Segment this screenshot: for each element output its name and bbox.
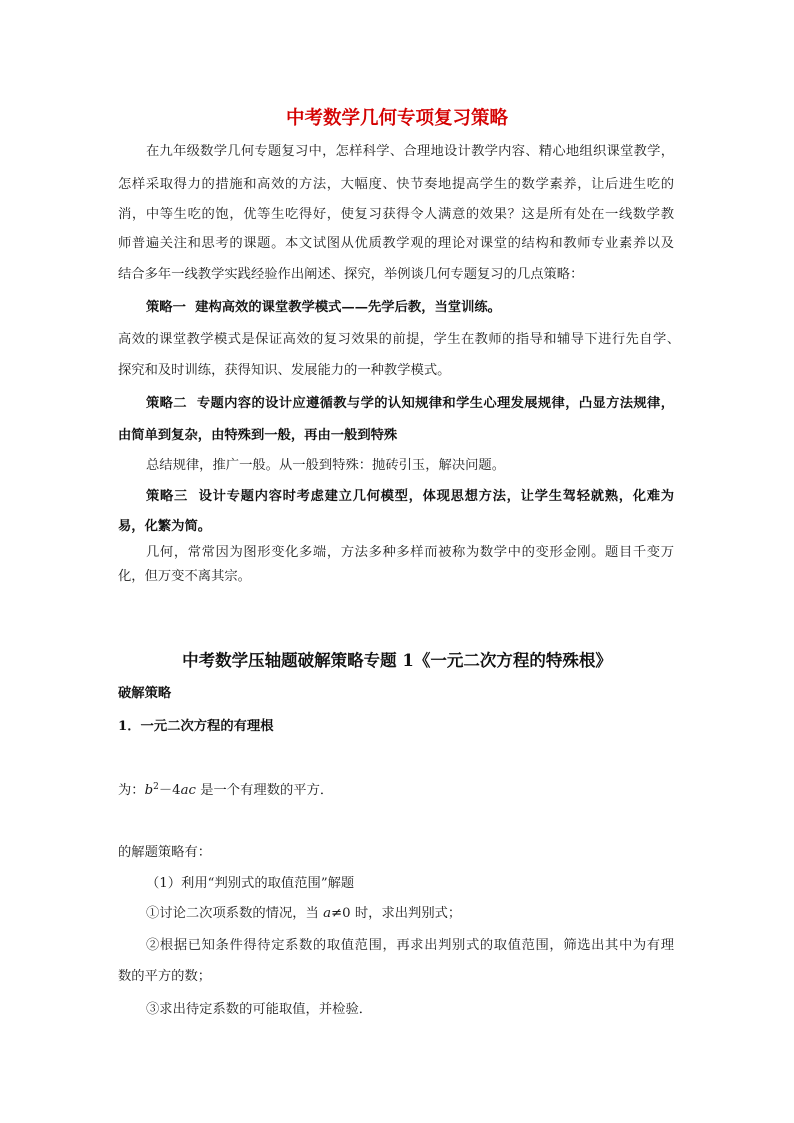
strategy-3-body-line: 几何，常常因为图形变化多端，方法多种多样而被称为数学中的变形金刚。题目千变万 <box>146 545 674 560</box>
text-run: ≠0 时，求出判别式； <box>331 906 462 921</box>
solve-line: 的解题策略有： <box>118 845 212 860</box>
step-line: 数的平方的数； <box>118 969 212 984</box>
strategy-3-heading-line: 策略三 设计专题内容时考虑建立几何模型，体现思想方法，让学生驾轻就熟，化难为 <box>146 489 674 504</box>
topic-subheading: 破解策略 <box>118 686 172 701</box>
intro-line: 师普遍关注和思考的课题。本文试图从优质教学观的理论对课堂的结构和教师专业素养以及 <box>118 236 674 251</box>
text-run: ①讨论二次项系数的情况，当 <box>146 906 324 921</box>
text-run: 是一个有理数的平方． <box>195 783 334 798</box>
strategy-3-body-line: 化，但万变不离其宗。 <box>118 569 251 584</box>
math-variable: a <box>323 906 332 921</box>
step-line: ③求出待定系数的可能取值，并检验． <box>146 1002 373 1017</box>
strategy-1-heading: 策略一 建构高效的课堂教学模式——先学后教，当堂训练。 <box>146 300 501 315</box>
strategy-2-heading-line: 由简单到复杂，由特殊到一般，再由一般到特殊 <box>118 428 398 443</box>
step-line <box>146 904 674 924</box>
intro-line: 结合多年一线教学实践经验作出阐述、探究，举例谈几何专题复习的几点策略： <box>118 267 584 282</box>
strategy-2-heading-line: 策略二 专题内容的设计应遵循教与学的认知规律和学生心理发展规律，凸显方法规律， <box>146 396 674 411</box>
strategy-3-heading-line: 易，化繁为简。 <box>118 519 212 534</box>
solve-line <box>146 812 674 832</box>
topic-title: 中考数学压轴题破解策略专题 1《一元二次方程的特殊根》 <box>182 651 612 670</box>
intro-line: 在九年级数学几何专题复习中，怎样科学、合理地设计教学内容、精心地组织课堂教学， <box>146 144 674 159</box>
condition-line <box>146 749 674 769</box>
math-variable: ac <box>180 783 196 798</box>
intro-line: 怎样采取得力的措施和高效的方法，大幅度、快节奏地提高学生的数学素养，让后进生吃的 <box>118 177 674 192</box>
math-exponent: 2 <box>153 782 159 792</box>
strategy-2-body-line: 总结规律，推广一般。从一般到特殊：抛砖引玉，解决问题。 <box>146 458 506 473</box>
text-run: －4 <box>158 783 181 798</box>
condition-line <box>118 781 674 801</box>
strategy-1-body-line: 高效的课堂教学模式是保证高效的复习效果的前提，学生在教师的指导和辅导下进行先自学、 <box>118 332 680 347</box>
strategy-1-body-line: 探究和及时训练，获得知识、发展能力的一种教学模式。 <box>118 363 451 378</box>
method-heading: （1）利用“判别式的取值范围”解题 <box>146 876 355 891</box>
step-line: ②根据已知条件得待定系数的取值范围，再求出判别式的取值范围，筛选出其中为有理 <box>146 938 674 953</box>
section-heading: 1．一元二次方程的有理根 <box>118 719 274 734</box>
document-title: 中考数学几何专项复习策略 <box>285 108 508 129</box>
text-run: 为： <box>118 783 145 798</box>
intro-line: 消，中等生吃的饱，优等生吃得好，使复习获得令人满意的效果？这是所有处在一线数学教 <box>118 207 674 222</box>
math-variable: b <box>144 783 154 798</box>
